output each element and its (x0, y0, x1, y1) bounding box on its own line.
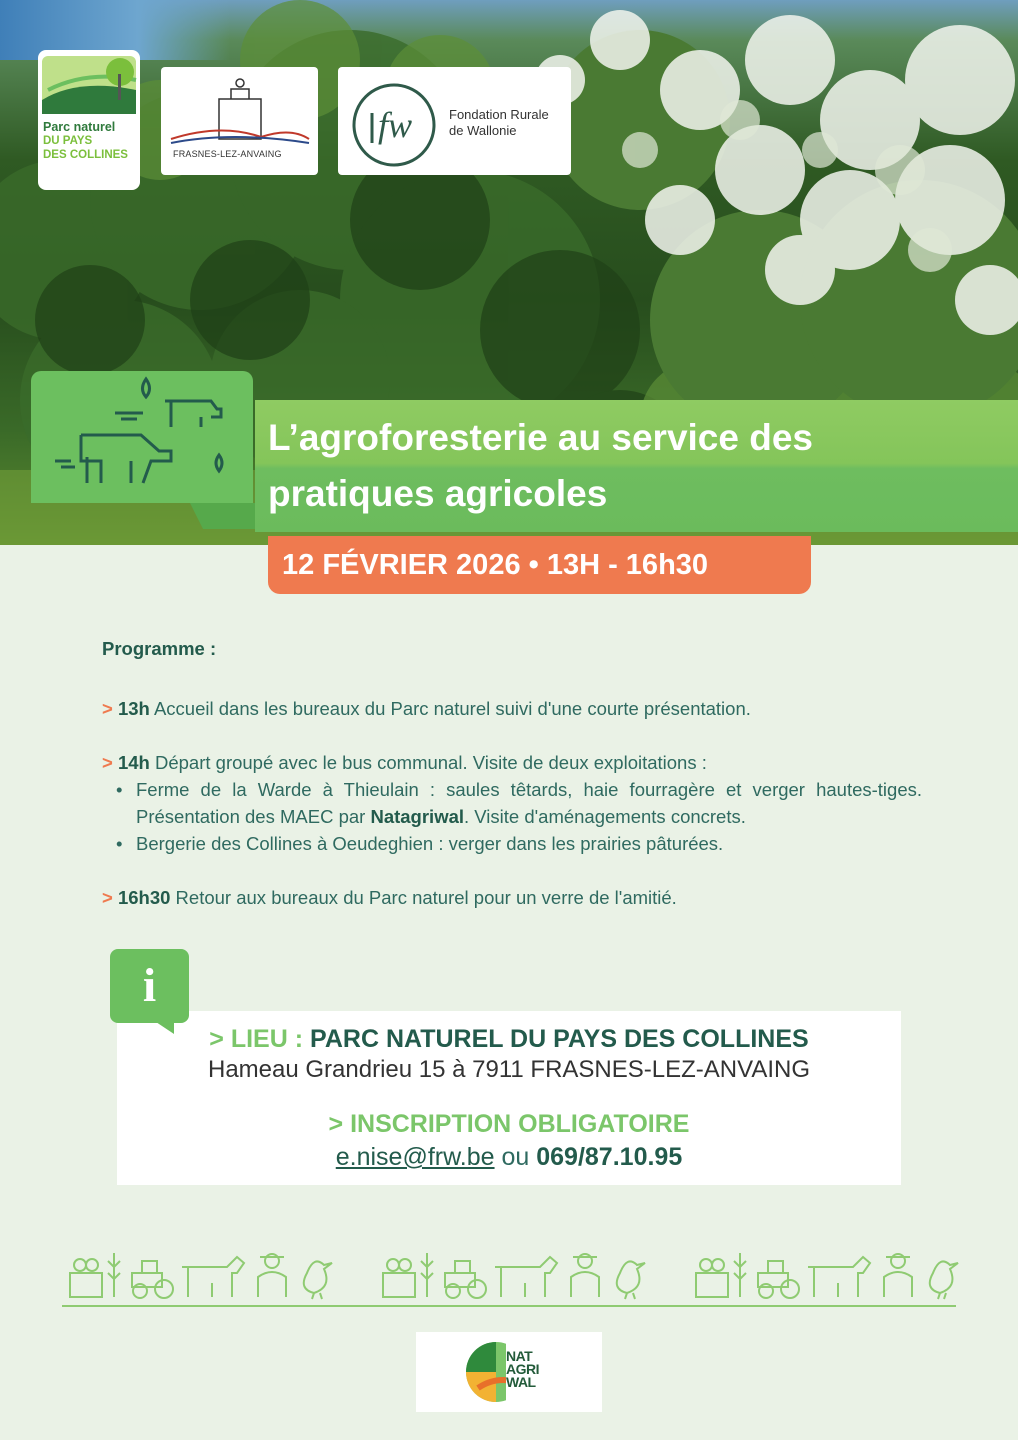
farm-icons-strip-2 (375, 1243, 655, 1301)
footer-divider (62, 1305, 956, 1307)
programme-time: 16h30 (117, 887, 171, 908)
programme-text: Retour aux bureaux du Parc naturel pour un verre de l'amitié. (170, 887, 677, 908)
frw-line2: de Wallonie (449, 123, 517, 138)
cows-icon (31, 371, 253, 503)
church-icon (161, 67, 318, 147)
natagriwal-line1: NAT (506, 1348, 533, 1364)
email-link[interactable]: e.nise@frw.be (335, 1143, 495, 1171)
arrow-icon: > (102, 887, 113, 908)
farm-icons-strip-3 (688, 1243, 968, 1301)
info-icon: i (110, 949, 189, 1023)
visit-2-text: Bergerie des Collines à Oeudeghien : verger dans les prairies pâturées. (136, 833, 724, 854)
frw-monogram-icon (338, 67, 443, 175)
lieu-value: PARC NATUREL DU PAYS DES COLLINES (310, 1025, 809, 1053)
natagriwal-logo (416, 1332, 602, 1412)
parc-naturel-logo (38, 50, 140, 190)
programme-text: Départ groupé avec le bus communal. Visite de deux exploitations : (149, 752, 707, 773)
programme-item-13h (102, 695, 922, 722)
visit-1-text-a: Ferme de la Warde à Thieulain : saules têtards, haie fourragère et verger hautes-tiges. Présentation des MAEC par (136, 779, 922, 827)
pnpc-line1: Parc naturel (43, 120, 116, 134)
tree-icon (38, 50, 140, 120)
list-item (114, 830, 922, 857)
natagriwal-line3: WAL (506, 1374, 536, 1390)
info-box (117, 1011, 901, 1185)
natagriwal-line2: AGRI (506, 1361, 539, 1377)
banner-icon-box (31, 371, 253, 503)
event-title: L’agroforesterie au service des pratiques agricoles (268, 417, 813, 514)
natagriwal-mention: Natagriwal (370, 806, 465, 827)
lieu-label: > LIEU : (209, 1025, 311, 1053)
frasnes-logo (161, 67, 318, 175)
programme-text: Accueil dans les bureaux du Parc naturel suivi d'une courte présentation. (149, 698, 751, 719)
programme-heading: Programme : (102, 638, 217, 659)
address: Hameau Grandrieu 15 à 7911 FRASNES-LEZ-ANVAING (207, 1056, 811, 1083)
programme-section (102, 636, 922, 911)
phone-number: 069/87.10.95 (536, 1143, 683, 1171)
arrow-icon: > (102, 698, 113, 719)
frasnes-label: FRASNES-LEZ-ANVAING (173, 149, 282, 159)
event-date: 12 FÉVRIER 2026 • 13H - 16h30 (268, 536, 811, 594)
visit-1-text-b: . Visite d'aménagements concrets. (464, 806, 746, 827)
frw-line1: Fondation Rurale (449, 107, 549, 122)
pnpc-line2: DU PAYS (43, 135, 93, 147)
pnpc-line3: DES COLLINES (43, 149, 128, 161)
contact-or: ou (494, 1143, 537, 1171)
visit-list (102, 776, 922, 857)
list-item (114, 776, 922, 830)
programme-item-14h (102, 749, 922, 776)
inscription-label: > INSCRIPTION OBLIGATOIRE (328, 1110, 690, 1138)
arrow-icon: > (102, 752, 113, 773)
svg-text:fw: fw (378, 105, 413, 145)
contact-line (117, 1141, 901, 1173)
programme-item-16h30 (102, 884, 922, 911)
lieu-line (117, 1023, 901, 1055)
farm-icons-strip-1 (62, 1243, 342, 1301)
programme-time: 14h (117, 752, 150, 773)
programme-time: 13h (117, 698, 150, 719)
frw-logo (338, 67, 571, 175)
natagriwal-emblem-icon (416, 1332, 506, 1412)
